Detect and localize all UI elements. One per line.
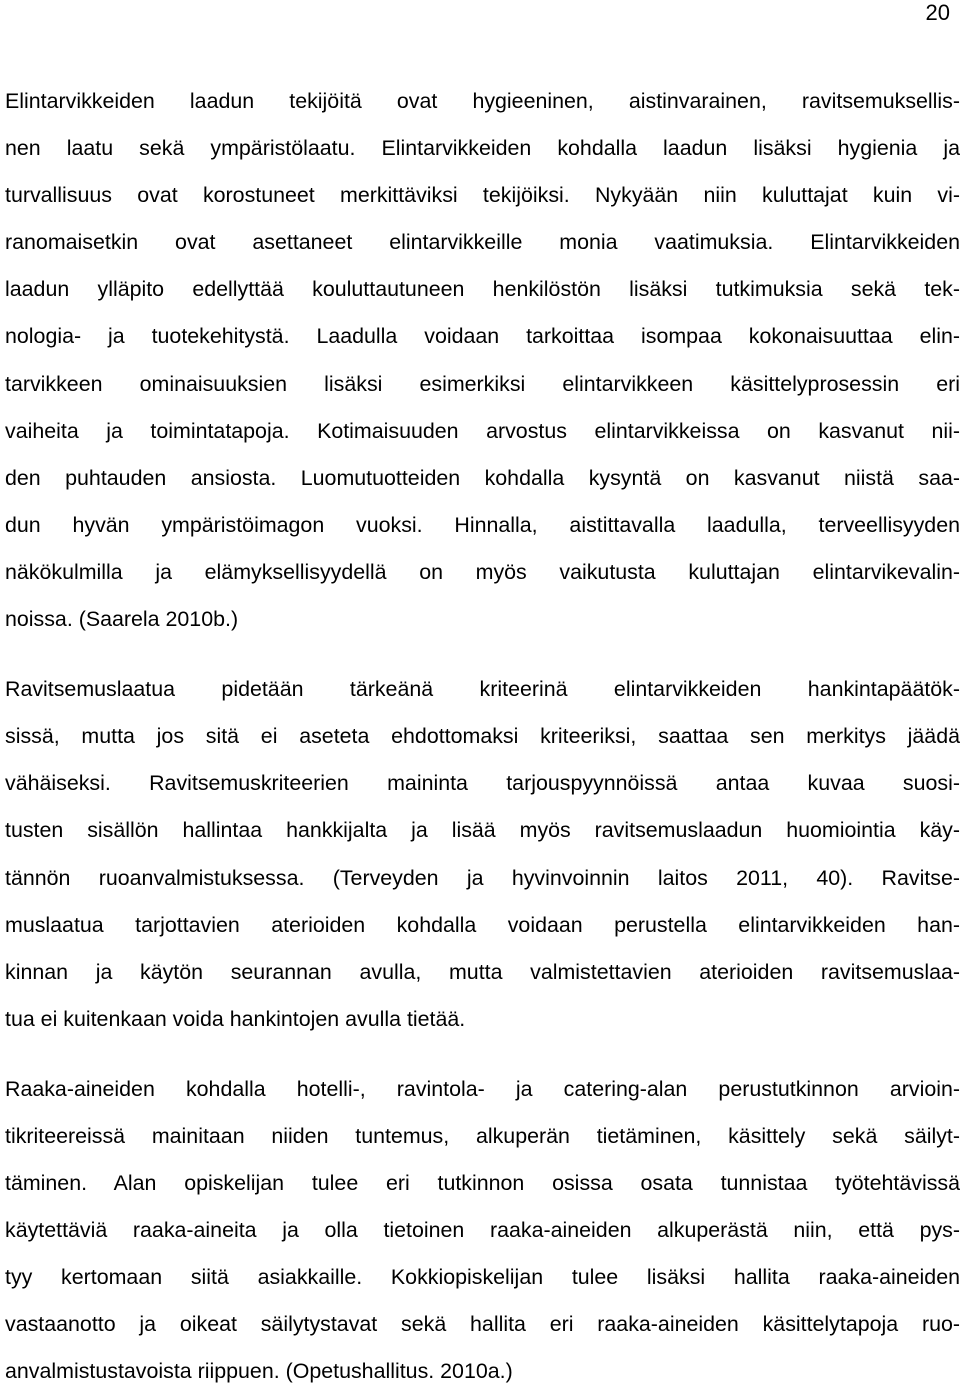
text-line: täminen. Alan opiskelijan tulee eri tutkinnon osissa osata tunnistaa työtehtävissä — [5, 1171, 960, 1196]
text-line: näkökulmilla ja elämyksellisyydellä on myös vaikutusta kuluttajan elintarvikevalin- — [5, 559, 960, 584]
paragraph-quality-factors — [5, 78, 960, 643]
text-line: turvallisuus ovat korostuneet merkittäviksi tekijöiksi. Nykyään niin kuluttajat kuin vi- — [5, 183, 960, 208]
text-line: sissä, mutta jos sitä ei aseteta ehdottomaksi kriteeriksi, saattaa sen merkitys jäädä — [5, 724, 960, 749]
text-line: käytettäviä raaka-aineita ja olla tietoinen raaka-aineiden alkuperästä niin, että pys- — [5, 1218, 960, 1243]
text-line: vaiheita ja toimintatapoja. Kotimaisuuden arvostus elintarvikkeissa on kasvanut nii- — [5, 418, 960, 443]
text-line: ranomaisetkin ovat asettaneet elintarvikkeille monia vaatimuksia. Elintarvikkeiden — [5, 230, 960, 255]
paragraph-spacer — [5, 643, 960, 666]
document-body — [5, 78, 960, 1396]
text-line: tusten sisällön hallintaa hankkijalta ja lisää myös ravitsemuslaadun huomiointia käy- — [5, 818, 960, 843]
text-line: tarvikkeen ominaisuuksien lisäksi esimerkiksi elintarvikkeen käsittelyprosessin eri — [5, 371, 960, 396]
text-line: nen laatu sekä ympäristölaatu. Elintarvikkeiden kohdalla laadun lisäksi hygienia ja — [5, 136, 960, 161]
text-line: vähäiseksi. Ravitsemuskriteerien maininta tarjouspyynnöissä antaa kuvaa suosi- — [5, 771, 960, 796]
text-line: Elintarvikkeiden laadun tekijöitä ovat hygieeninen, aistinvarainen, ravitsemuksellis- — [5, 89, 960, 113]
text-line: noissa. (Saarela 2010b.) — [5, 607, 239, 632]
text-line: vastaanotto ja oikeat säilytystavat sekä hallita eri raaka-aineiden käsittelytapoja ruo- — [5, 1312, 960, 1337]
text-line: anvalmistustavoista riippuen. (Opetushallitus. 2010a.) — [5, 1359, 513, 1384]
text-line: muslaatua tarjottavien aterioiden kohdalla voidaan perustella elintarvikkeiden han- — [5, 912, 960, 937]
paragraph-raw-materials — [5, 1066, 960, 1396]
text-line: Ravitsemuslaatua pidetään tärkeänä kriteerinä elintarvikkeiden hankintapäätök- — [5, 677, 960, 702]
page-number: 20 — [925, 0, 950, 25]
text-line: dun hyvän ympäristöimagon vuoksi. Hinnalla, aistittavalla laadulla, terveellisyyden — [5, 512, 960, 537]
text-line: tikriteereissä mainitaan niiden tuntemus, alkuperän tietäminen, käsittely sekä säilyt- — [5, 1123, 960, 1148]
text-line: tua ei kuitenkaan voida hankintojen avulla tietää. — [5, 1006, 466, 1031]
text-line: den puhtauden ansiosta. Luomutuotteiden kohdalla kysyntä on kasvanut niistä saa- — [5, 465, 960, 490]
paragraph-nutrition-quality — [5, 666, 960, 1043]
text-line: laadun ylläpito edellyttää kouluttautuneen henkilöstön lisäksi tutkimuksia sekä tek- — [5, 277, 960, 302]
text-line: tännön ruoanvalmistuksessa. (Terveyden ja hyvinvoinnin laitos 2011, 40). Ravitse- — [5, 865, 960, 890]
text-line: Raaka-aineiden kohdalla hotelli-, ravintola- ja catering-alan perustutkinnon arvioin- — [5, 1076, 960, 1101]
text-line: tyy kertomaan siitä asiakkaille. Kokkiopiskelijan tulee lisäksi hallita raaka-aineiden — [5, 1265, 960, 1290]
text-line: nologia- ja tuotekehitystä. Laadulla voidaan tarkoittaa isompaa kokonaisuuttaa elin- — [5, 324, 960, 349]
paragraph-spacer — [5, 1043, 960, 1066]
text-line: kinnan ja käytön seurannan avulla, mutta valmistettavien aterioiden ravitsemuslaa- — [5, 959, 960, 984]
